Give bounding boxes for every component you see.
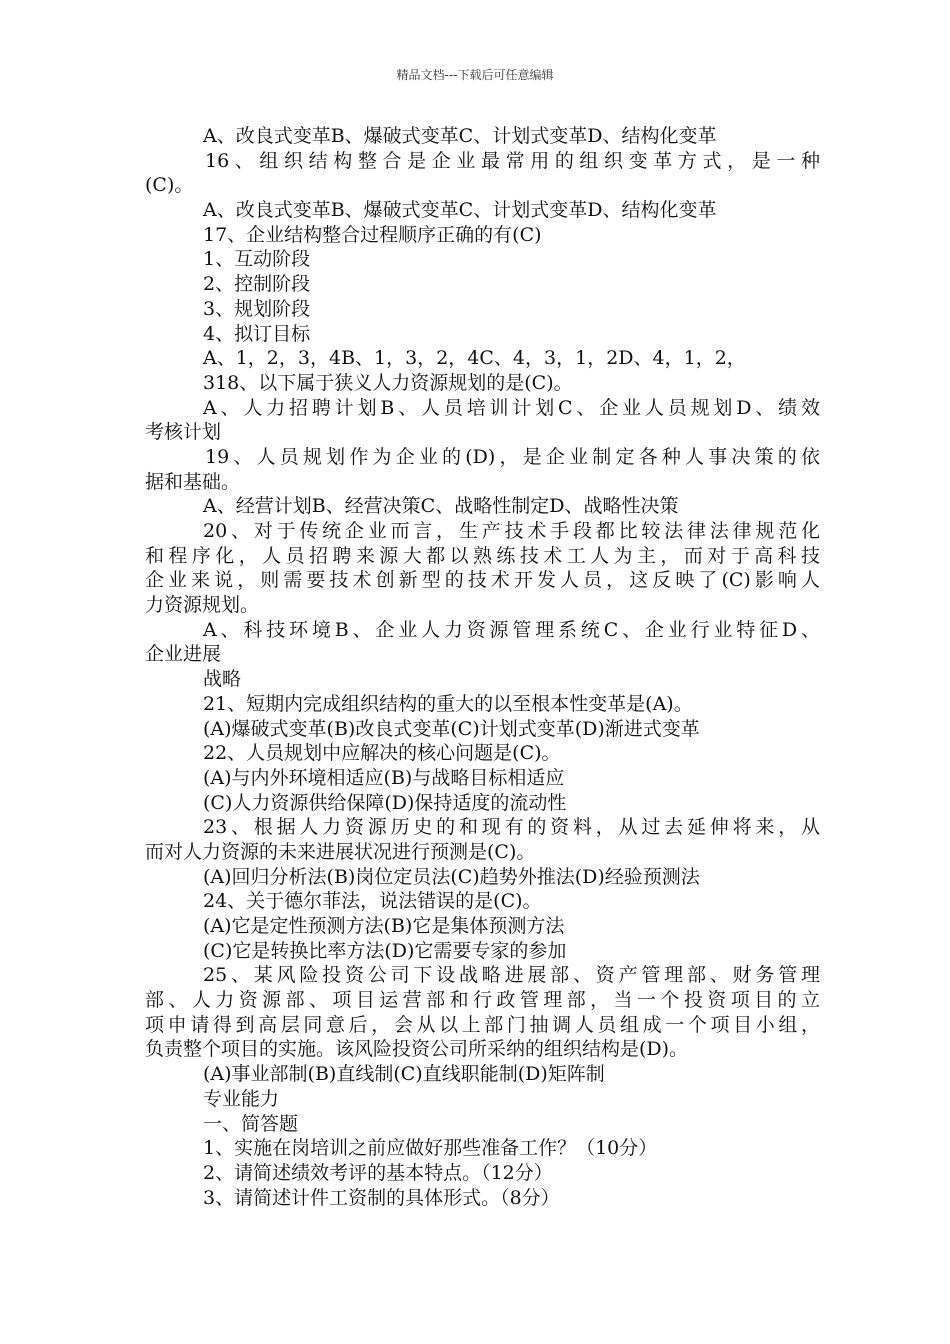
text-line: (C)人力资源供给保障(D)保持适度的流动性: [203, 791, 567, 814]
text-line: A、科技环境B、企业人力资源管理系统C、企业行业特征D、: [203, 618, 820, 641]
text-line: 据和基础。: [145, 470, 241, 493]
text-line: 企业来说，则需要技术创新型的技术开发人员，这反映了(C)影响人: [145, 569, 820, 592]
text-line: 21、短期内完成组织结构的重大的以至根本性变革是(A)。: [203, 692, 693, 715]
text-line: A、改良式变革B、爆破式变革C、计划式变革D、结构化变革: [203, 125, 717, 147]
text-line: 一、简答题: [203, 1112, 299, 1135]
text-line: 318、以下属于狭义人力资源规划的是(C)。: [203, 371, 573, 394]
text-line: (A)爆破式变革(B)改良式变革(C)计划式变革(D)渐进式变革: [203, 717, 700, 740]
text-line: 24、关于德尔菲法，说法错误的是(C)。: [203, 890, 542, 913]
text-line: 项申请得到高层同意后，会从以上部门抽调人员组成一个项目小组，: [145, 1013, 820, 1036]
text-line: 2、控制阶段: [203, 273, 311, 296]
text-line: (C)。: [145, 174, 194, 197]
text-line: 23、根据人力资源历史的和现有的资料，从过去延伸将来，从: [203, 816, 820, 839]
text-line: 1、互动阶段: [203, 248, 311, 271]
text-line: 战略: [203, 668, 242, 691]
text-line: 16、组织结构整合是企业最常用的组织变革方式，是一种: [205, 149, 820, 172]
text-line: 3、规划阶段: [203, 297, 311, 320]
text-line: 力资源规划。: [145, 594, 260, 617]
text-line: (A)事业部制(B)直线制(C)直线职能制(D)矩阵制: [203, 1063, 605, 1086]
text-line: 负责整个项目的实施。该风险投资公司所采纳的组织结构是(D)。: [145, 1038, 689, 1061]
document-body: [145, 124, 820, 1210]
text-line: 19、人员规划作为企业的(D)，是企业制定各种人事决策的依: [205, 445, 820, 468]
text-line: (A)它是定性预测方法(B)它是集体预测方法: [203, 915, 565, 937]
text-line: 2、请简述绩效考评的基本特点。（12分）: [203, 1161, 553, 1184]
text-line: 和程序化，人员招聘来源大都以熟练技术工人为主，而对于高科技: [145, 544, 820, 567]
text-line: 部、人力资源部、项目运营部和行政管理部，当一个投资项目的立: [145, 989, 820, 1012]
text-line: 22、人员规划中应解决的核心问题是(C)。: [203, 742, 561, 765]
text-line: A、1，2，3，4B、1，3，2，4C、4，3，1，2D、4，1，2，: [203, 347, 746, 370]
text-line: 20、对于传统企业而言，生产技术手段都比较法律法律规范化: [203, 520, 820, 542]
text-line: 1、实施在岗培训之前应做好那些准备工作？（10分）: [203, 1137, 658, 1160]
text-line: 3、请简述计件工资制的具体形式。（8分）: [203, 1186, 560, 1209]
text-line: 而对人力资源的未来进展状况进行预测是(C)。: [145, 840, 536, 863]
text-line: 17、企业结构整合过程顺序正确的有(C): [203, 223, 542, 246]
text-line: 25、某风险投资公司下设战略进展部、资产管理部、财务管理: [203, 964, 820, 987]
text-line: 4、拟订目标: [203, 322, 311, 345]
text-line: (A)与内外环境相适应(B)与战略目标相适应: [203, 766, 565, 789]
text-line: A、人力招聘计划B、人员培训计划C、企业人员规划D、绩效: [203, 396, 820, 419]
text-line: A、改良式变革B、爆破式变革C、计划式变革D、结构化变革: [203, 199, 717, 222]
text-line: 企业进展: [145, 643, 222, 666]
text-line: (C)它是转换比率方法(D)它需要专家的参加: [203, 939, 567, 962]
page-header: 精品文档---下载后可任意编辑: [396, 68, 554, 82]
text-line: A、经营计划B、经营决策C、战略性制定D、战略性决策: [203, 495, 679, 518]
text-line: 考核计划: [145, 421, 222, 444]
text-line: 专业能力: [203, 1087, 280, 1110]
text-line: (A)回归分析法(B)岗位定员法(C)趋势外推法(D)经验预测法: [203, 865, 700, 888]
